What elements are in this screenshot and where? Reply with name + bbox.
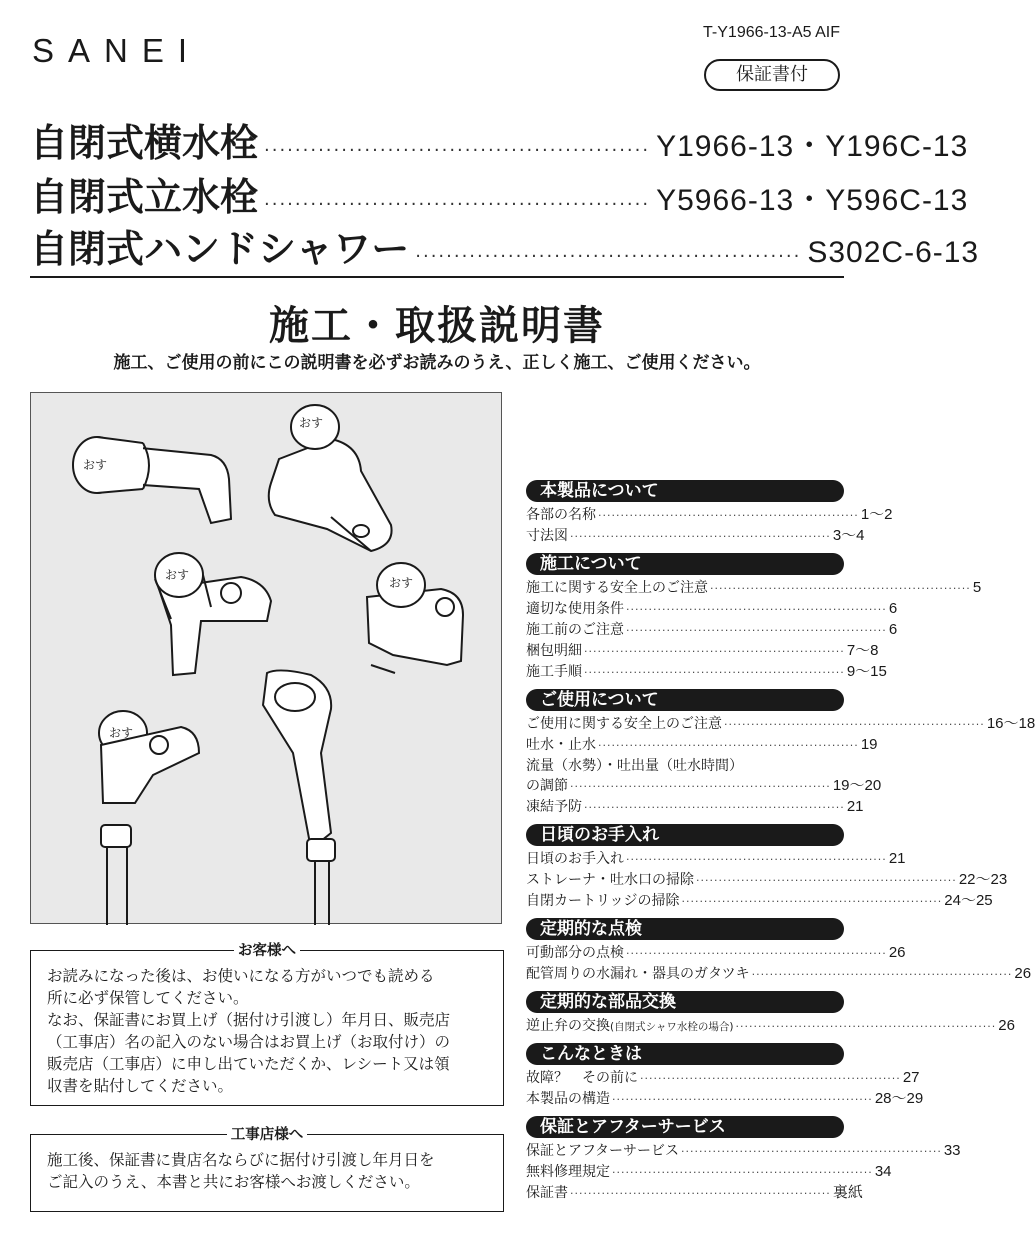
leader-dots: ··························································: [584, 801, 845, 814]
toc-item-page: 19〜20: [832, 777, 882, 794]
toc-section-heading: ご使用について: [526, 689, 844, 711]
toc-item-text: 保証書: [526, 1185, 568, 1201]
product-name: 自閉式立水栓: [30, 175, 259, 219]
toc-item: [526, 662, 887, 683]
toc-item-text: 施工に関する安全上のご注意: [526, 580, 708, 596]
toc-item: [526, 964, 1032, 985]
toc-item-page: 33: [943, 1142, 961, 1159]
warranty-badge: 保証書付: [704, 59, 840, 91]
product-model: Y5966-13・Y596C-13: [656, 184, 969, 217]
toc-item-label: [526, 505, 596, 525]
toc-item-page: 21: [846, 798, 864, 815]
leader-dots: ··························································: [584, 666, 845, 679]
toc-item: [526, 756, 844, 776]
toc-item-label: [526, 641, 582, 661]
leader-dots: ··························································: [598, 509, 859, 522]
toc-item-page: 34: [874, 1163, 892, 1180]
toc-item-label: [526, 797, 582, 817]
toc-item-label: [526, 578, 708, 598]
leader-dots: ··························································: [626, 947, 887, 960]
toc-item: [526, 599, 898, 620]
toc-item-label: [526, 776, 568, 796]
leader-dots: ··························································: [626, 624, 887, 637]
faucet-horizontal-icon: [73, 437, 231, 523]
leader-dots: ··························································: [612, 1093, 873, 1106]
toc-item-page: 9〜15: [846, 663, 887, 680]
product-illustration: [30, 392, 502, 924]
notice-line: 所に必ず保管してください。: [47, 989, 249, 1007]
toc-item-text: 自閉カートリッジの掃除: [526, 893, 680, 909]
toc-section-heading: 保証とアフターサービス: [526, 1116, 844, 1138]
product-name: 自閉式ハンドシャワー: [30, 227, 410, 271]
leader-dots: ··························································: [626, 603, 887, 616]
notice-line: 施工後、保証書に貴店名ならびに据付け引渡し年月日を: [47, 1151, 435, 1169]
document-id: T-Y1966-13-A5 AIF: [703, 24, 840, 41]
toc-item-note: (自閉式シャワ水栓の場合): [610, 1021, 734, 1033]
toc-item-text: 日頃のお手入れ: [526, 851, 624, 867]
product-model: Y1966-13・Y196C-13: [656, 130, 969, 163]
contractor-notice-heading: 工事店様へ: [227, 1127, 308, 1143]
toc-item-text: 本製品の構造: [526, 1091, 610, 1107]
faucets-drawing: [31, 393, 503, 925]
toc-item: [526, 1162, 892, 1183]
toc-item: [526, 735, 878, 756]
toc-item: [526, 870, 1008, 891]
leader-dots: ··························································: [598, 739, 859, 752]
toc-item-label: [526, 849, 624, 869]
toc-item: [526, 1141, 961, 1162]
table-of-contents: [526, 480, 1035, 1210]
toc-item-text: の調節: [526, 778, 568, 794]
brand-logo: SANEI: [32, 32, 202, 69]
notice-line: お読みになった後は、お使いになる方がいつでも読める: [47, 967, 435, 985]
toc-item-label: [526, 943, 624, 963]
toc-section-heading: こんなときは: [526, 1043, 844, 1065]
toc-item-text: 凍結予防: [526, 799, 582, 815]
toc-item-page: 26: [998, 1017, 1015, 1034]
toc-item-text: 故障？ その前に: [526, 1070, 638, 1086]
toc-item-label: [526, 891, 679, 911]
leader-dots: ··························································: [681, 1145, 942, 1158]
toc-item: [526, 1068, 920, 1089]
leader-dots: ··························································: [570, 780, 831, 793]
toc-item: [526, 641, 879, 662]
toc-item-page: 6: [888, 621, 898, 638]
toc-item: [526, 1183, 863, 1204]
toc-item: [526, 776, 882, 797]
toc-item: [526, 797, 864, 818]
notice-line: ご記入のうえ、本書と共にお客様へお渡しください。: [47, 1173, 420, 1191]
toc-section: [526, 1043, 924, 1110]
leader-dots: ··························································: [696, 874, 957, 887]
toc-item-text: 無料修理規定: [526, 1164, 610, 1180]
product-name: 自閉式横水栓: [30, 121, 259, 165]
toc-item-text: 施工前のご注意: [526, 622, 624, 638]
leader-dots: ··························································: [710, 582, 971, 595]
page-subtitle: 施工、ご使用の前にこの説明書を必ずお読みのうえ、正しく施工、ご使用ください。: [113, 353, 761, 373]
toc-item-page: 裏紙: [832, 1184, 863, 1201]
toc-item-label: [526, 662, 582, 682]
customer-notice: [30, 943, 504, 1106]
toc-item: [526, 943, 906, 964]
toc-item-page: 21: [888, 850, 906, 867]
toc-item-text: 梱包明細: [526, 643, 582, 659]
toc-item-text: 可動部分の点検: [526, 945, 624, 961]
toc-section-heading: 定期的な部品交換: [526, 991, 844, 1013]
toc-section: [526, 991, 1015, 1037]
leader-dots: ··················································: [264, 140, 651, 161]
toc-section-heading: 定期的な点検: [526, 918, 844, 940]
toc-item-label: [526, 1183, 568, 1203]
toc-item-text: ストレーナ・吐水口の掃除: [526, 872, 694, 888]
toc-item-label: [526, 870, 694, 890]
toc-item-label: [526, 1141, 679, 1161]
toc-item-label: [526, 735, 596, 755]
button-label-4: おす: [389, 576, 414, 590]
toc-item: [526, 1089, 924, 1110]
hand-shower-icon: [263, 670, 335, 925]
toc-item-label: [526, 620, 624, 640]
toc-item-text: 保証とアフターサービス: [526, 1143, 680, 1159]
toc-section: [526, 1116, 961, 1204]
toc-section: [526, 918, 1032, 985]
toc-item-page: 7〜8: [846, 642, 879, 659]
leader-dots: ··························································: [570, 1187, 831, 1200]
toc-item-text: 施工手順: [526, 664, 582, 680]
toc-item-label: [526, 1089, 610, 1109]
leader-dots: ··························································: [640, 1072, 901, 1085]
toc-section: [526, 553, 982, 683]
toc-item-label: [526, 714, 722, 734]
toc-item-page: 28〜29: [874, 1090, 924, 1107]
toc-item-page: 16〜18: [986, 715, 1035, 732]
toc-item: [526, 505, 893, 526]
toc-item-label: [526, 599, 624, 619]
toc-item-page: 1〜2: [860, 506, 893, 523]
toc-item-text: 逆止弁の交換: [526, 1018, 610, 1034]
page-title: 施工・取扱説明書: [269, 303, 605, 349]
product-row-2: [30, 166, 969, 221]
toc-item-text: ご使用に関する安全上のご注意: [526, 716, 722, 732]
notice-line: 収書を貼付してください。: [47, 1077, 234, 1095]
product-model: S302C-6-13: [807, 236, 980, 269]
toc-section-heading: 施工について: [526, 553, 844, 575]
leader-dots: ··························································: [570, 530, 831, 543]
toc-item: [526, 620, 898, 641]
product-row-3: [30, 218, 980, 273]
faucet-vertical-icon: [269, 405, 392, 551]
leader-dots: ··················································: [264, 194, 651, 215]
toc-item-label: [526, 1068, 638, 1088]
product-row-1: [30, 112, 969, 167]
toc-item-page: 26: [1014, 965, 1032, 982]
leader-dots: ··························································: [584, 645, 845, 658]
toc-item-page: 5: [972, 579, 982, 596]
toc-item-page: 3〜4: [832, 527, 865, 544]
toc-item: [526, 891, 993, 912]
faucet-short-icon: [367, 563, 463, 673]
header-divider: [30, 276, 844, 278]
toc-item-text: 寸法図: [526, 528, 568, 544]
customer-notice-heading: お客様へ: [234, 943, 300, 959]
toc-item-label: [526, 756, 743, 776]
toc-item-label: [526, 526, 568, 546]
leader-dots: ··························································: [626, 853, 887, 866]
toc-item-page: 27: [902, 1069, 920, 1086]
contractor-notice: [30, 1127, 504, 1212]
leader-dots: ··························································: [681, 895, 943, 908]
button-label-2: おす: [299, 416, 324, 430]
toc-item: [526, 578, 982, 599]
toc-item-page: 26: [888, 944, 906, 961]
toc-item: [526, 714, 1035, 735]
toc-item-page: 6: [888, 600, 898, 617]
notice-line: （工事店）名の記入のない場合はお買上げ（お取付け）の: [47, 1033, 451, 1051]
toc-section: [526, 689, 1035, 818]
leader-dots: ··························································: [724, 718, 985, 731]
toc-item-text: 配管周りの水漏れ・器具のガタツキ: [526, 966, 750, 982]
toc-item-label: [526, 964, 750, 984]
leader-dots: ··························································: [751, 968, 1013, 981]
toc-section: [526, 480, 893, 547]
toc-item-page: 19: [860, 736, 878, 753]
toc-item-page: 24〜25: [944, 892, 993, 909]
toc-item-text: 吐水・止水: [526, 737, 596, 753]
toc-section-heading: 本製品について: [526, 480, 844, 502]
leader-dots: ··························································: [612, 1166, 873, 1179]
leader-dots: ··························································: [735, 1020, 997, 1033]
toc-section-heading: 日頃のお手入れ: [526, 824, 844, 846]
leader-dots: ··················································: [415, 246, 802, 267]
faucet-hose-icon: [99, 711, 199, 925]
toc-item: [526, 849, 906, 870]
toc-item: [526, 526, 865, 547]
button-label-1: おす: [83, 458, 108, 472]
toc-item-text: 適切な使用条件: [526, 601, 624, 617]
notice-line: 販売店（工事店）に申し出ていただくか、レシート又は領: [47, 1055, 450, 1073]
toc-item-label: [526, 1162, 610, 1182]
toc-item-label: [526, 1016, 733, 1037]
toc-section: [526, 824, 1008, 912]
button-label-3: おす: [165, 568, 190, 582]
notice-line: なお、保証書にお買上げ（据付け引渡し）年月日、販売店: [47, 1011, 451, 1029]
toc-item-page: 22〜23: [958, 871, 1008, 888]
button-label-5: おす: [109, 726, 134, 740]
toc-item-text: 各部の名称: [526, 507, 596, 523]
toc-item: [526, 1016, 1015, 1037]
toc-item-text: 流量（水勢）・吐出量（吐水時間）: [526, 758, 743, 774]
